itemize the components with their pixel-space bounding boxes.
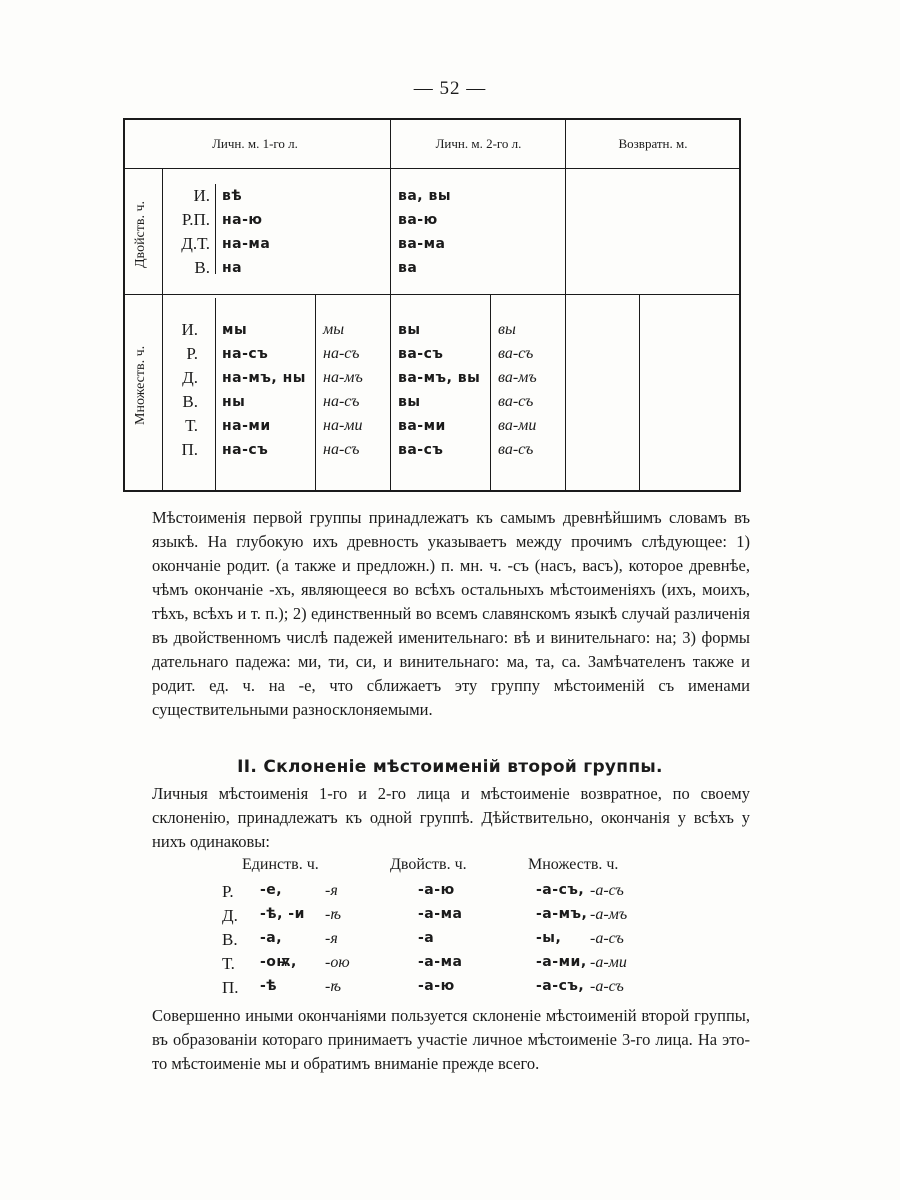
case-label: И. bbox=[181, 320, 198, 339]
form-cell: вѣ bbox=[222, 188, 243, 204]
plural-cases bbox=[164, 318, 198, 462]
form-cell: на bbox=[222, 260, 243, 276]
case-label: В. bbox=[194, 258, 210, 277]
ending-cell: -я bbox=[325, 930, 338, 947]
case-label: П. bbox=[181, 440, 198, 459]
case-label: Р.П. bbox=[181, 210, 210, 229]
form-cell: ва-съ bbox=[398, 442, 444, 458]
case-label: П. bbox=[222, 978, 239, 997]
form-cell: ва bbox=[398, 260, 418, 276]
dual-first-forms bbox=[222, 184, 270, 280]
form-cell: ва-съ bbox=[498, 345, 534, 362]
ending-cell: -а-ю bbox=[418, 882, 455, 898]
form-cell: вы bbox=[398, 394, 421, 410]
dual-second-forms bbox=[398, 184, 451, 280]
ending-cell: -я bbox=[325, 882, 338, 899]
form-cell: ва, вы bbox=[398, 188, 452, 204]
form-cell: ва-съ bbox=[498, 441, 534, 458]
form-cell: мы bbox=[222, 322, 248, 338]
section-heading: II. Склоненіе мѣстоименій второй группы. bbox=[237, 757, 663, 777]
paragraph-conclusion bbox=[152, 1004, 750, 1076]
ending-cell: -а-съ bbox=[590, 882, 624, 899]
form-cell: вы bbox=[398, 322, 421, 338]
ending-cell: -а-ю bbox=[418, 978, 455, 994]
form-cell: ва-мъ bbox=[498, 369, 537, 386]
header-plural: Множеств. ч. bbox=[528, 856, 619, 873]
paragraph-second-group bbox=[152, 782, 750, 854]
header-first-person: Личн. м. 1-го л. bbox=[212, 136, 298, 151]
endings-row bbox=[0, 930, 900, 954]
plural-second-new-forms bbox=[498, 318, 537, 462]
form-cell: на-ми bbox=[323, 417, 363, 434]
form-cell: на-ма bbox=[222, 236, 271, 252]
endings-row bbox=[0, 882, 900, 906]
ending-cell: -а, bbox=[260, 930, 283, 946]
header-second-person: Личн. м. 2-го л. bbox=[435, 136, 522, 151]
ending-cell: -а-мъ, bbox=[536, 906, 588, 922]
ending-cell: -ѣ bbox=[325, 906, 341, 923]
form-cell: на-съ bbox=[222, 346, 269, 362]
ending-cell: -а-мъ bbox=[590, 906, 628, 923]
ending-cell: -ѣ, -и bbox=[260, 906, 305, 922]
form-cell: на-съ bbox=[323, 441, 360, 458]
endings-row bbox=[0, 954, 900, 978]
case-label: Т. bbox=[222, 954, 235, 973]
case-label: Т. bbox=[185, 416, 198, 435]
endings-row bbox=[0, 906, 900, 930]
paragraph-text: Мѣстоименія первой группы принадлежатъ къ самымъ древнѣйшимъ словамъ въ языкѣ. На глубокую ихъ древность указываетъ между прочимъ слѣдующее: 1) окончаніе родит. (а также и предложн.) п. мн. ч. -съ (насъ, васъ), которое древнѣе, чѣмъ окончаніе -хъ, являющееся во всѣхъ остальныхъ мѣстоименіяхъ (ихъ, моихъ, тѣхъ, всѣхъ и т. п.); 2) единственный во всемъ славянскомъ языкѣ случай различенія въ двойственномъ числѣ падежей именительнаго: вѣ и винительнаго: на; 3) формы дательнаго падежа: ми, ти, си, и винительнаго: ма, та, са. Замѣчателенъ также и родит. ед. ч. на -е, что сближаетъ эту группу мѣстоименій съ именами существительными разносклоняемыми. bbox=[152, 508, 750, 719]
form-cell: ва-ми bbox=[498, 417, 537, 434]
dual-cases bbox=[164, 184, 210, 280]
ending-cell: -а-ми bbox=[590, 954, 627, 971]
page-number: — 52 — bbox=[413, 78, 487, 99]
endings-row bbox=[0, 978, 900, 1002]
form-cell: на-мъ, ны bbox=[222, 370, 306, 386]
paragraph-text: Личныя мѣстоименія 1-го и 2-го лица и мѣстоименіе возвратное, по своему склоненію, принадлежатъ къ одной группѣ. Дѣйствительно, окончанія у всѣхъ у нихъ одинаковы: bbox=[152, 784, 750, 851]
case-label: В. bbox=[222, 930, 238, 949]
form-cell: ва-ми bbox=[398, 418, 446, 434]
case-label: Р. bbox=[186, 344, 198, 363]
case-label: В. bbox=[182, 392, 198, 411]
form-cell: на-мъ bbox=[323, 369, 363, 386]
form-cell: вы bbox=[498, 321, 516, 338]
case-label: Д. bbox=[222, 906, 238, 925]
ending-cell: -а bbox=[418, 930, 435, 946]
ending-cell: -а-съ bbox=[590, 978, 624, 995]
ending-cell: -а-ма bbox=[418, 954, 463, 970]
header-dual: Двойств. ч. bbox=[390, 856, 467, 873]
ending-cell: -е, bbox=[260, 882, 283, 898]
form-cell: ва-съ bbox=[398, 346, 444, 362]
form-cell: ны bbox=[222, 394, 246, 410]
form-cell: на-съ bbox=[222, 442, 269, 458]
plural-second-old-forms bbox=[398, 318, 480, 462]
case-label: Д.Т. bbox=[181, 234, 210, 253]
form-cell: на-съ bbox=[323, 345, 360, 362]
form-cell: ва-ма bbox=[398, 236, 446, 252]
ending-cell: -а-ма bbox=[418, 906, 463, 922]
ending-cell: -а-съ, bbox=[536, 978, 585, 994]
plural-first-old-forms bbox=[222, 318, 306, 462]
ending-cell: -ѣ bbox=[260, 978, 278, 994]
form-cell: ва-ю bbox=[398, 212, 438, 228]
plural-first-new-forms bbox=[323, 318, 363, 462]
paragraph-text: Совершенно иными окончаніями пользуется склоненіе мѣстоименій второй группы, въ образованіи котораго принимаетъ участіе личное мѣстоименіе 3-го лица. На это-то мѣстоименіе мы и обратимъ вниманіе прежде всего. bbox=[152, 1006, 750, 1073]
form-cell: на-ми bbox=[222, 418, 271, 434]
ending-cell: -а-съ, bbox=[536, 882, 585, 898]
ending-cell: -ѣ bbox=[325, 978, 341, 995]
header-reflexive: Возвратн. м. bbox=[618, 136, 688, 151]
form-cell: мы bbox=[323, 321, 345, 338]
ending-cell: -а-ми, bbox=[536, 954, 587, 970]
label-plural: Множеств. ч. bbox=[133, 345, 148, 425]
case-label: Р. bbox=[222, 882, 234, 901]
form-cell: ва-съ bbox=[498, 393, 534, 410]
case-label: Д. bbox=[182, 368, 198, 387]
ending-cell: -оѭ, bbox=[260, 954, 297, 970]
ending-cell: -а-съ bbox=[590, 930, 624, 947]
header-singular: Единств. ч. bbox=[242, 856, 319, 873]
label-dual: Двойств. ч. bbox=[133, 200, 148, 268]
case-label: И. bbox=[193, 186, 210, 205]
form-cell: на-съ bbox=[323, 393, 360, 410]
ending-cell: -ы, bbox=[536, 930, 562, 946]
form-cell: ва-мъ, вы bbox=[398, 370, 481, 386]
form-cell: на-ю bbox=[222, 212, 263, 228]
ending-cell: -ою bbox=[325, 954, 350, 971]
paragraph-first-group bbox=[152, 506, 750, 722]
